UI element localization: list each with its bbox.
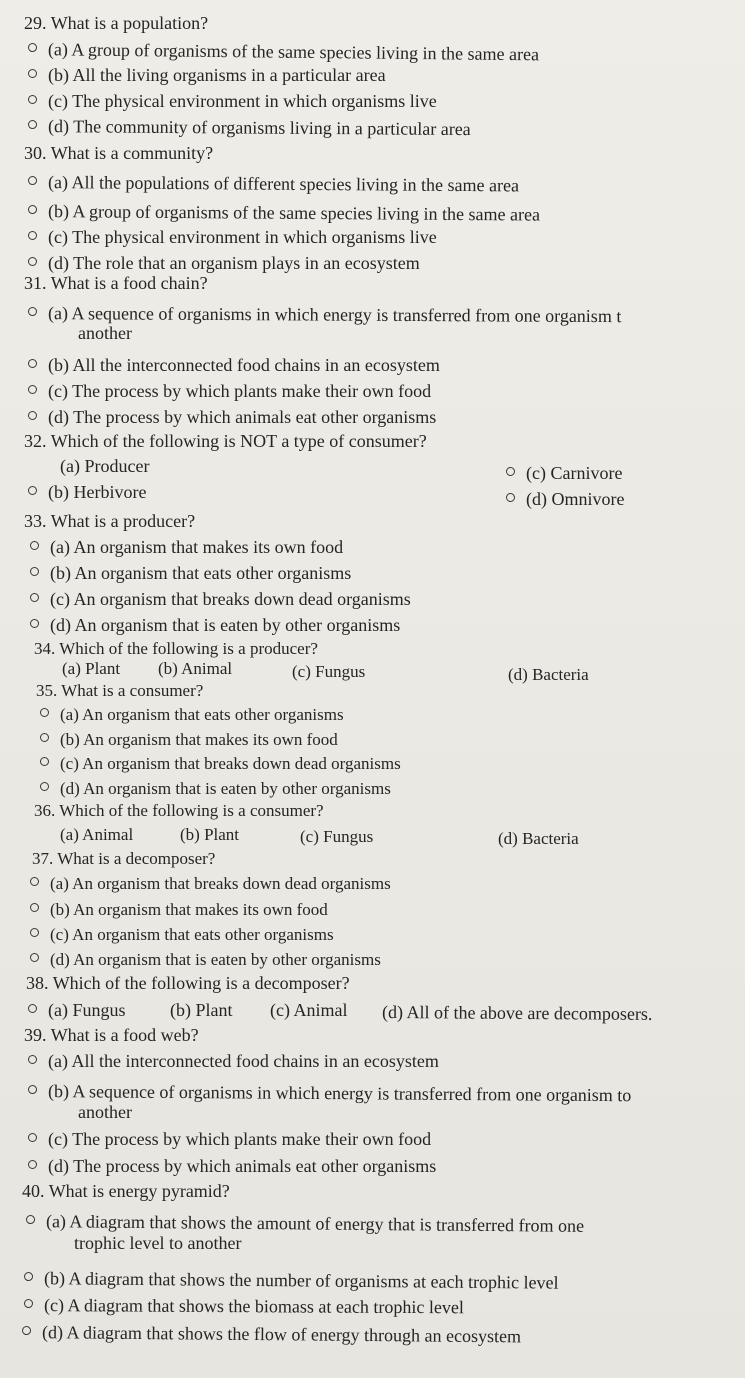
option-34-d: (d) Bacteria <box>508 665 589 684</box>
option-38-c: (c) Animal <box>270 1000 348 1020</box>
bullet-icon <box>28 486 37 495</box>
bullet-icon <box>30 928 39 937</box>
bullet-icon <box>22 1326 31 1335</box>
bullet-icon <box>28 205 37 214</box>
option-37-a: (a) An organism that breaks down dead organisms <box>30 873 391 895</box>
bullet-icon <box>28 43 37 52</box>
bullet-icon <box>28 1004 37 1013</box>
option-30-c: (c) The physical environment in which organisms live <box>28 226 437 248</box>
option-30-d: (d) The role that an organism plays in an ecosystem <box>28 252 420 274</box>
option-33-b: (b) An organism that eats other organisms <box>30 562 351 584</box>
question-40: 40. What is energy pyramid? <box>22 1181 230 1201</box>
option-35-a: (a) An organism that eats other organisms <box>40 704 344 726</box>
option-37-d: (d) An organism that is eaten by other organisms <box>30 949 381 971</box>
bullet-icon <box>28 307 37 316</box>
question-38: 38. Which of the following is a decomposer? <box>26 973 350 993</box>
bullet-icon <box>40 708 49 717</box>
option-31-a: (a) A sequence of organisms in which energy is transferred from one organism t <box>28 302 621 327</box>
option-35-c: (c) An organism that breaks down dead organisms <box>40 753 401 775</box>
bullet-icon <box>28 95 37 104</box>
option-29-d: (d) The community of organisms living in a particular area <box>28 115 471 140</box>
option-38-b: (b) Plant <box>170 1000 233 1020</box>
option-34-a: (a) Plant <box>62 659 121 678</box>
bullet-icon <box>40 782 49 791</box>
bullet-icon <box>28 120 37 129</box>
bullet-icon <box>28 1133 37 1142</box>
option-40-a-continuation: trophic level to another <box>74 1233 242 1253</box>
option-40-a: (a) A diagram that shows the amount of energy that is transferred from one <box>26 1210 584 1237</box>
bullet-icon <box>24 1299 33 1308</box>
option-34-c: (c) Fungus <box>292 662 366 681</box>
bullet-icon <box>30 593 39 602</box>
bullet-icon <box>30 567 39 576</box>
bullet-icon <box>506 493 515 502</box>
option-36-d: (d) Bacteria <box>498 829 579 848</box>
option-31-d: (d) The process by which animals eat other organisms <box>28 406 436 428</box>
question-37: 37. What is a decomposer? <box>32 849 216 868</box>
bullet-icon <box>28 385 37 394</box>
option-30-b: (b) A group of organisms of the same species living in the same area <box>28 200 540 226</box>
option-31-c: (c) The process by which plants make their own food <box>28 380 431 402</box>
option-39-b-continuation: another <box>78 1102 132 1122</box>
option-29-a: (a) A group of organisms of the same species living in the same area <box>28 38 539 65</box>
option-40-d: (d) A diagram that shows the flow of energy through an ecosystem <box>22 1321 521 1347</box>
option-29-c: (c) The physical environment in which organisms live <box>28 90 437 112</box>
option-35-d: (d) An organism that is eaten by other organisms <box>40 778 391 800</box>
question-32: 32. Which of the following is NOT a type of consumer? <box>24 431 427 451</box>
option-33-a: (a) An organism that makes its own food <box>30 536 343 558</box>
bullet-icon <box>26 1215 35 1224</box>
option-36-b: (b) Plant <box>180 825 240 844</box>
question-31: 31. What is a food chain? <box>24 273 208 293</box>
option-30-a: (a) All the populations of different species living in the same area <box>28 171 519 196</box>
option-32-b: (b) Herbivore <box>28 481 146 503</box>
bullet-icon <box>506 467 515 476</box>
question-29: 29. What is a population? <box>24 13 209 33</box>
question-33: 33. What is a producer? <box>24 511 196 531</box>
option-33-c: (c) An organism that breaks down dead organisms <box>30 588 411 610</box>
bullet-icon <box>28 411 37 420</box>
bullet-icon <box>24 1272 33 1281</box>
option-37-c: (c) An organism that eats other organisms <box>30 924 334 946</box>
bullet-icon <box>40 733 49 742</box>
option-39-c: (c) The process by which plants make their own food <box>28 1128 431 1150</box>
question-35: 35. What is a consumer? <box>36 681 204 700</box>
option-33-d: (d) An organism that is eaten by other organisms <box>30 614 400 636</box>
bullet-icon <box>30 953 39 962</box>
question-34: 34. Which of the following is a producer? <box>34 639 318 658</box>
bullet-icon <box>30 541 39 550</box>
option-39-b: (b) A sequence of organisms in which energy is transferred from one organism to <box>28 1080 632 1106</box>
option-36-c: (c) Fungus <box>300 827 374 846</box>
bullet-icon <box>28 257 37 266</box>
option-32-d: (d) Omnivore <box>506 488 624 510</box>
bullet-icon <box>40 757 49 766</box>
option-38-d: (d) All of the above are decomposers. <box>381 1002 653 1024</box>
option-29-b: (b) All the living organisms in a particular area <box>28 64 386 86</box>
option-35-b: (b) An organism that makes its own food <box>40 729 338 751</box>
bullet-icon <box>28 1055 37 1064</box>
option-40-c: (c) A diagram that shows the biomass at each trophic level <box>24 1294 464 1318</box>
option-36-a: (a) Animal <box>60 825 134 844</box>
bullet-icon <box>28 69 37 78</box>
bullet-icon <box>28 1160 37 1169</box>
bullet-icon <box>28 176 37 185</box>
bullet-icon <box>30 877 39 886</box>
question-39: 39. What is a food web? <box>24 1025 199 1045</box>
option-32-c: (c) Carnivore <box>506 462 622 484</box>
option-31-b: (b) All the interconnected food chains in an ecosystem <box>28 354 440 376</box>
option-34-b: (b) Animal <box>158 659 233 678</box>
option-31-a-continuation: another <box>78 323 132 343</box>
option-39-d: (d) The process by which animals eat other organisms <box>28 1155 436 1177</box>
option-40-b: (b) A diagram that shows the number of organisms at each trophic level <box>24 1267 559 1294</box>
bullet-icon <box>30 903 39 912</box>
bullet-icon <box>28 359 37 368</box>
bullet-icon <box>30 619 39 628</box>
bullet-icon <box>28 231 37 240</box>
question-30: 30. What is a community? <box>24 143 214 163</box>
option-39-a: (a) All the interconnected food chains in an ecosystem <box>28 1050 439 1072</box>
option-37-b: (b) An organism that makes its own food <box>30 899 328 921</box>
option-38-a: (a) Fungus <box>28 999 126 1021</box>
question-36: 36. Which of the following is a consumer? <box>34 801 324 820</box>
option-32-a: (a) Producer <box>60 456 150 476</box>
bullet-icon <box>28 1085 37 1094</box>
